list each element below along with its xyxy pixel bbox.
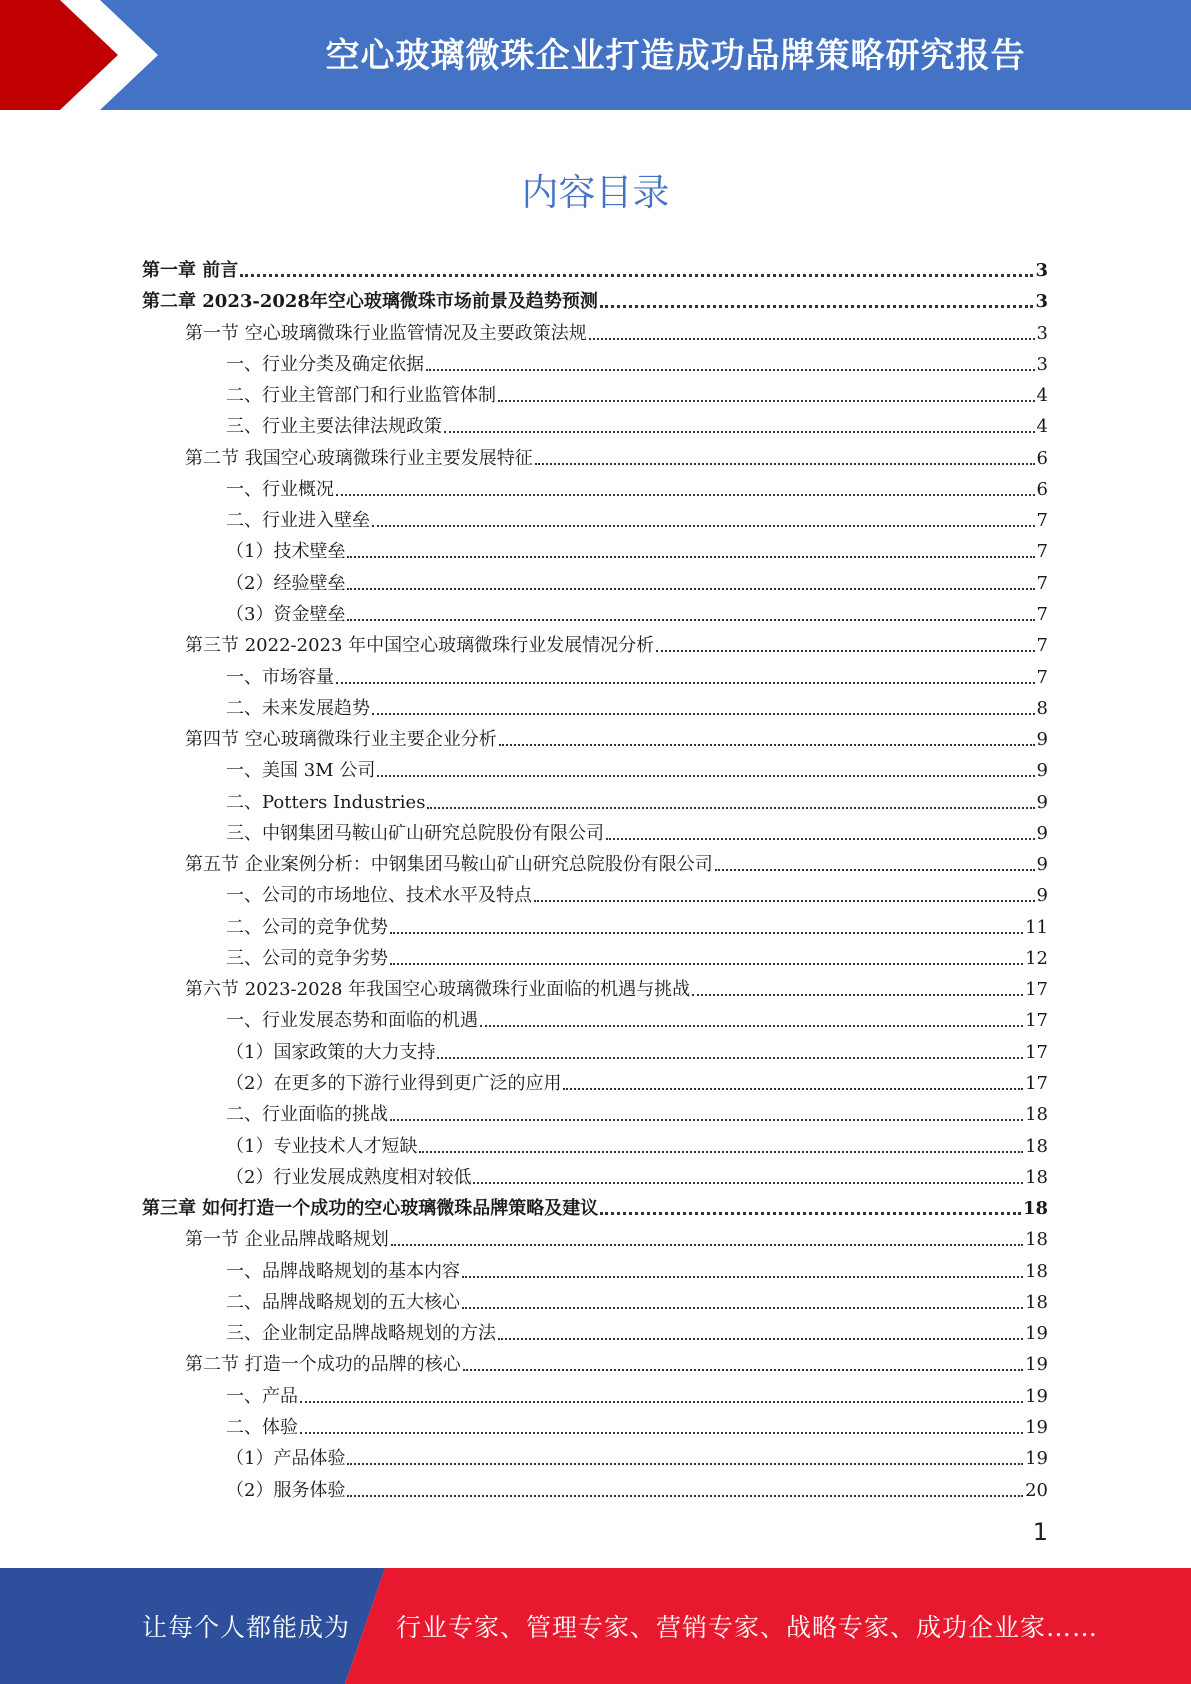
toc-entry[interactable] [226,1286,1048,1314]
toc-entry-title: 二、体验 [226,1416,298,1438]
toc-entry[interactable] [226,1411,1048,1439]
toc-entry-page: 7 [1036,603,1048,625]
header-banner [0,0,1191,110]
toc-entry-page: 6 [1036,447,1048,469]
toc-dot-leader [498,1338,1023,1340]
toc-entry-page: 8 [1036,697,1048,719]
toc-entry-page: 7 [1036,510,1048,532]
toc-entry-title: 一、行业概况 [226,478,334,500]
toc-dot-leader [427,807,1034,809]
toc-entry[interactable] [226,1161,1048,1189]
toc-heading: 内容目录 [521,171,670,214]
toc-entry-title: 第一节 企业品牌战略规划 [185,1229,389,1251]
report-title: 空心玻璃微珠企业打造成功品牌策略研究报告 [325,35,1026,76]
toc-dot-leader [444,431,1035,433]
toc-entry-title: 二、行业面临的挑战 [226,1104,388,1126]
toc-entry-page: 20 [1025,1479,1048,1501]
toc-dot-leader [462,1276,1023,1278]
toc-entry[interactable] [226,1380,1048,1408]
toc-entry-title: 三、中钢集团马鞍山矿山研究总院股份有限公司 [226,822,604,844]
toc-entry-page: 18 [1025,1229,1048,1251]
footer-banner [0,1568,1191,1684]
toc-entry-title: 二、公司的竞争优势 [226,916,388,938]
toc-entry-title: 一、品牌战略规划的基本内容 [226,1260,460,1282]
toc-entry-title: （2）行业发展成熟度相对较低 [226,1166,472,1188]
toc-dot-leader [437,1057,1023,1059]
toc-entry-page: 12 [1025,947,1048,969]
toc-entry-page: 7 [1036,666,1048,688]
toc-entry-title: 第四节 空心玻璃微珠行业主要企业分析 [185,729,497,751]
toc-entry[interactable] [226,473,1048,501]
toc-dot-leader [240,274,1033,277]
toc-entry-title: 一、市场容量 [226,666,334,688]
toc-entry[interactable] [226,1067,1048,1095]
toc-dot-leader [347,1463,1023,1465]
toc-entry-title: （3）资金壁垒 [226,603,346,625]
toc-entry-title: 一、行业分类及确定依据 [226,353,424,375]
toc-entry-title: 三、行业主要法律法规政策 [226,416,442,438]
toc-entry-title: 一、行业发展态势和面临的机遇 [226,1010,478,1032]
toc-dot-leader [391,1244,1023,1246]
toc-entry[interactable] [226,1130,1048,1158]
toc-dot-leader [563,1088,1023,1090]
toc-entry-page: 17 [1025,1010,1048,1032]
toc-entry[interactable] [185,973,1048,1001]
toc-dot-leader [606,838,1035,840]
toc-dot-leader [715,869,1035,871]
toc-dot-leader [300,1432,1023,1434]
toc-entry[interactable] [226,911,1048,939]
toc-entry[interactable] [226,1036,1048,1064]
toc-dot-leader [600,305,1034,308]
toc-entry[interactable] [226,1255,1048,1283]
footer-slogan-left: 让每个人都能成为 [142,1613,351,1642]
toc-entry-page: 19 [1025,1448,1048,1470]
toc-entry[interactable] [226,567,1048,595]
toc-entry-page: 19 [1025,1323,1048,1345]
toc-entry-title: 第一节 空心玻璃微珠行业监管情况及主要政策法规 [185,322,587,344]
toc-entry[interactable] [142,1192,1048,1220]
toc-entry-title: （2）经验壁垒 [226,572,346,594]
toc-dot-leader [473,1182,1023,1184]
toc-entry-page: 3 [1036,322,1048,344]
toc-entry-title: （2）在更多的下游行业得到更广泛的应用 [226,1073,562,1095]
toc-entry-title: 第二节 我国空心玻璃微珠行业主要发展特征 [185,447,533,469]
toc-dot-leader [390,963,1023,965]
toc-entry-page: 6 [1036,478,1048,500]
toc-dot-leader [692,994,1023,996]
toc-entry[interactable] [226,1317,1048,1345]
toc-dot-leader [426,369,1035,371]
toc-dot-leader [480,1025,1023,1027]
toc-entry[interactable] [226,692,1048,720]
toc-entry-page: 17 [1025,979,1048,1001]
toc-entry-title: （1）国家政策的大力支持 [226,1041,436,1063]
toc-entry-page: 9 [1036,822,1048,844]
toc-entry-title: 第一章 前言 [142,260,239,281]
toc-entry[interactable] [185,317,1048,345]
toc-entry[interactable] [185,1223,1048,1251]
toc-dot-leader [463,1369,1023,1371]
toc-dot-leader [347,556,1034,558]
toc-dot-leader [656,650,1034,652]
toc-entry-page: 11 [1025,916,1048,938]
toc-entry-page: 18 [1025,1135,1048,1157]
toc-entry-title: （1）技术壁垒 [226,541,346,563]
toc-entry[interactable] [226,786,1048,814]
toc-dot-leader [377,775,1034,777]
toc-entry-page: 3 [1036,353,1048,375]
toc-entry[interactable] [226,598,1048,626]
toc-entry-title: 二、行业主管部门和行业监管体制 [226,385,496,407]
toc-entry[interactable] [185,848,1048,876]
toc-entry-title: 第五节 企业案例分析：中钢集团马鞍山矿山研究总院股份有限公司 [185,854,713,876]
toc-entry-page: 3 [1035,291,1048,313]
toc-entry[interactable] [226,879,1048,907]
toc-entry-page: 9 [1036,760,1048,782]
toc-entry[interactable] [226,379,1048,407]
toc-dot-leader [347,588,1034,590]
toc-entry-page: 9 [1036,729,1048,751]
toc-entry-title: 第二节 打造一个成功的品牌的核心 [185,1354,461,1376]
toc-entry-title: 一、产品 [226,1385,298,1407]
toc-entry[interactable] [226,348,1048,376]
toc-entry-page: 17 [1025,1041,1048,1063]
toc-entry-title: （2）服务体验 [226,1479,346,1501]
toc-entry-page: 7 [1036,541,1048,563]
toc-entry-title: 二、未来发展趋势 [226,697,370,719]
toc-entry-title: 三、企业制定品牌战略规划的方法 [226,1323,496,1345]
toc-entry-page: 18 [1025,1260,1048,1282]
toc-dot-leader [589,338,1035,340]
toc-dot-leader [534,900,1035,902]
toc-entry[interactable] [185,723,1048,751]
toc-entry-page: 19 [1025,1385,1048,1407]
toc-dot-leader [300,1401,1023,1403]
toc-entry-title: 一、美国 3M 公司 [226,760,376,782]
toc-dot-leader [462,1307,1023,1309]
toc-entry[interactable] [226,661,1048,689]
toc-entry-page: 18 [1022,1198,1048,1220]
toc-entry[interactable] [226,1004,1048,1032]
toc-entry-title: 第六节 2023-2028 年我国空心玻璃微珠行业面临的机遇与挑战 [185,979,691,1001]
page-number: 1 [1032,1518,1048,1546]
toc-entry-page: 9 [1036,854,1048,876]
toc-entry[interactable] [226,817,1048,845]
toc-dot-leader [535,463,1035,465]
toc-entry-page: 3 [1035,260,1048,281]
toc-dot-leader [347,619,1034,621]
toc-entry-page: 18 [1025,1166,1048,1188]
toc-entry-page: 17 [1025,1073,1048,1095]
toc-entry-title: 第三节 2022-2023 年中国空心玻璃微珠行业发展情况分析 [185,635,655,657]
toc-dot-leader [372,713,1035,715]
toc-entry-page: 7 [1036,635,1048,657]
toc-entry-title: （1）产品体验 [226,1448,346,1470]
toc-entry[interactable] [226,1098,1048,1126]
toc-entry-title: 一、公司的市场地位、技术水平及特点 [226,885,532,907]
toc-dot-leader [336,494,1035,496]
toc-dot-leader [390,1119,1023,1121]
toc-entry-page: 18 [1025,1104,1048,1126]
toc-entry-page: 9 [1036,885,1048,907]
toc-entry[interactable] [226,1474,1048,1502]
toc-entry-title: （1）专业技术人才短缺 [226,1135,418,1157]
toc-dot-leader [347,1495,1023,1497]
toc-dot-leader [600,1212,1021,1215]
toc-entry-page: 7 [1036,572,1048,594]
toc-entry[interactable] [185,442,1048,470]
toc-entry-title: 三、公司的竞争劣势 [226,947,388,969]
toc-dot-leader [499,744,1035,746]
toc-entry[interactable] [185,1348,1048,1376]
toc-dot-leader [390,932,1023,934]
toc-entry[interactable] [226,1442,1048,1470]
toc-dot-leader [498,400,1035,402]
toc-entry[interactable] [226,504,1048,532]
toc-dot-leader [419,1151,1023,1153]
toc-entry-page: 4 [1036,385,1048,407]
toc-entry-page: 4 [1036,416,1048,438]
toc-entry[interactable] [226,535,1048,563]
toc-entry-title: 第二章 2023-2028年空心玻璃微珠市场前景及趋势预测 [142,291,598,313]
toc-entry-page: 19 [1025,1354,1048,1376]
toc-dot-leader [372,525,1035,527]
toc-entry[interactable] [185,629,1048,657]
toc-entry[interactable] [226,410,1048,438]
toc-entry[interactable] [226,942,1048,970]
toc-entry[interactable] [142,285,1048,313]
toc-entry-title: 二、品牌战略规划的五大核心 [226,1291,460,1313]
toc-dot-leader [336,682,1035,684]
toc-entry-title: 二、行业进入壁垒 [226,510,370,532]
toc-entry-page: 19 [1025,1416,1048,1438]
toc-entry-page: 9 [1036,791,1048,813]
footer-slogan-right: 行业专家、管理专家、营销专家、战略专家、成功企业家…… [396,1613,1099,1642]
toc-entry[interactable] [226,754,1048,782]
toc-entry-page: 18 [1025,1291,1048,1313]
toc-entry[interactable] [142,254,1048,282]
toc-entry-title: 二、Potters Industries [226,791,426,813]
toc-entry-title: 第三章 如何打造一个成功的空心玻璃微珠品牌策略及建议 [142,1198,599,1220]
